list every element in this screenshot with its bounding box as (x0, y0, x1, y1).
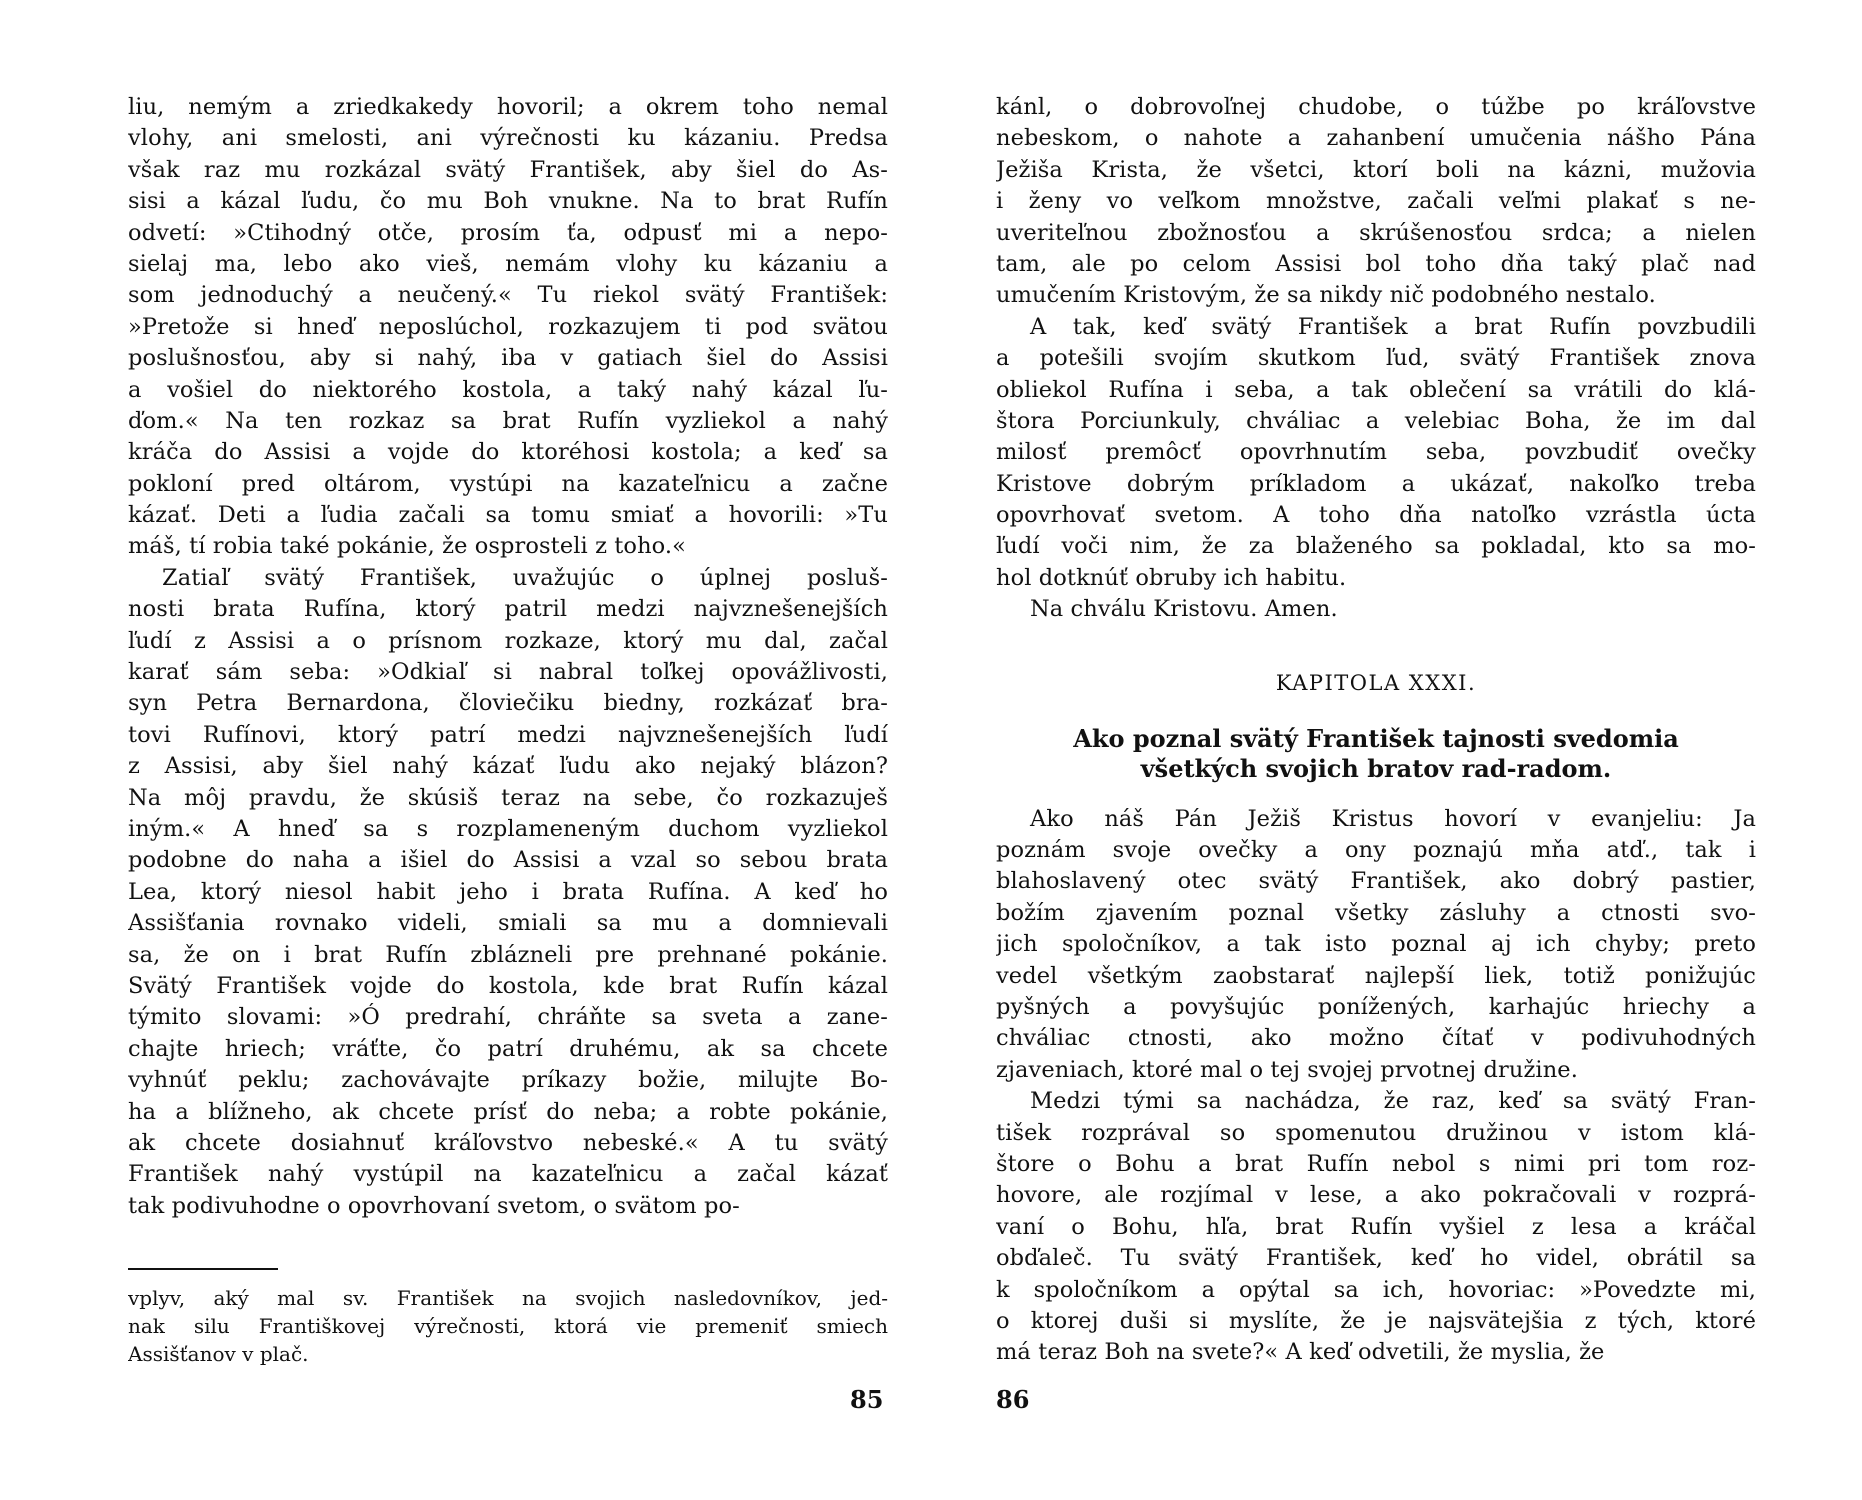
text-line: A tak, keď svätý František a brat Rufín povzbudili (1030, 313, 1756, 340)
text-line: vaní o Bohu, hľa, brat Rufín vyšiel z lesa a kráčal (996, 1213, 1756, 1240)
text-line: Ako náš Pán Ježiš Kristus hovorí v evanjeliu: Ja (1030, 805, 1756, 832)
text-line: máš, tí robia také pokánie, že osprosteli z toho.« (128, 533, 687, 560)
paragraph (996, 804, 1756, 1087)
paragraph (996, 1086, 1756, 1369)
text-line: som jednoduchý a neučený.« Tu riekol svätý František: (128, 282, 888, 309)
paragraph (996, 312, 1756, 595)
text-line: odvetí: »Ctihodný otče, prosím ťa, odpusť mi a nepo- (128, 219, 888, 246)
text-line: obliekol Rufína i seba, a tak oblečení sa vrátili do klá- (996, 376, 1756, 403)
text-line: k spoločníkom a opýtal sa ich, hovoriac: »Povedzte mi, (996, 1276, 1756, 1303)
text-line: tišek rozprával so spomenutou družinou v istom klá- (996, 1119, 1756, 1146)
text-line: hovore, ale rozjímal v lese, a ako pokračovali v rozprá- (996, 1182, 1756, 1209)
text-line: obďaleč. Tu svätý František, keď ho videl, obrátil sa (996, 1245, 1756, 1272)
text-line: chváliac ctnosti, ako možno čítať v podivuhodných (996, 1025, 1756, 1052)
text-line: ľudí voči nim, že za blaženého sa pokladal, kto sa mo- (996, 533, 1756, 560)
text-line: iným.« A hneď sa s rozplameneným duchom vyzliekol (128, 815, 888, 842)
paragraph (128, 563, 888, 1222)
text-line: nosti brata Rufína, ktorý patril medzi najvznešenejších (128, 596, 888, 623)
text-line: liu, nemým a zriedkakedy hovoril; a okrem toho nemal (128, 94, 888, 120)
text-line: poznám svoje ovečky a ony poznajú mňa atď., tak i (996, 837, 1756, 864)
text-line: umučením Kristovým, že sa nikdy nič podobného nestalo. (996, 282, 1656, 309)
text-line: sa, že on i brat Rufín zblázneli pre prehnané pokánie. (128, 941, 888, 968)
text-line: tak podivuhodne o opovrhovaní svetom, o svätom po- (128, 1192, 740, 1219)
right-page-text-top (996, 92, 1756, 626)
left-page (128, 92, 888, 1368)
left-page-text (128, 92, 888, 1222)
text-line: Zatiaľ svätý František, uvažujúc o úplnej posluš- (162, 564, 888, 591)
text-line: ľudí z Assisi a o prísnom rozkaze, ktorý mu dal, začal (128, 627, 888, 654)
text-line: ak chcete dosiahnuť kráľovstvo nebeské.« A tu svätý (128, 1129, 888, 1156)
text-line: sielaj ma, lebo ako vieš, nemám vlohy ku kázaniu a (128, 250, 888, 277)
text-line: vyhnúť peklu; zachovávajte príkazy božie, milujte Bo- (128, 1067, 888, 1094)
paragraph (996, 594, 1756, 625)
chapter-title-line: Ako poznal svätý František tajnosti svedomia (1073, 723, 1679, 753)
text-line: podobne do naha a išiel do Assisi a vzal so sebou brata (128, 847, 888, 874)
text-line: jich spoločníkov, a tak isto poznal aj ich chyby; preto (996, 931, 1756, 958)
text-line: nebeskom, o nahote a zahanbení umučenia nášho Pána (996, 125, 1756, 152)
chapter-title-line: všetkých svojich bratov rad-radom. (1140, 753, 1612, 783)
text-line: kráča do Assisi a vojde do ktoréhosi kostola; a keď sa (128, 439, 888, 466)
text-line: sisi a kázal ľudu, čo mu Boh vnukne. Na to brat Rufín (128, 188, 888, 215)
text-line: však raz mu rozkázal svätý František, aby šiel do As- (128, 156, 888, 183)
footnote (128, 1284, 888, 1368)
text-line: kánl, o dobrovoľnej chudobe, o túžbe po kráľovstve (996, 94, 1756, 120)
text-line: tam, ale po celom Assisi bol toho dňa taký plač nad (996, 250, 1756, 277)
text-line: syn Petra Bernardona, človiečiku biedny, rozkázať bra- (128, 690, 888, 717)
text-line: Kristove dobrým príkladom a ukázať, nakoľko treba (996, 470, 1756, 497)
text-line: Medzi tými sa nachádza, že raz, keď sa svätý Fran- (1030, 1088, 1756, 1115)
text-line: hol dotknúť obruby ich habitu. (996, 564, 1347, 591)
text-line: uveriteľnou zbožnosťou a skrúšenosťou srdca; a nielen (996, 219, 1756, 246)
text-line: božím zjavením poznal všetky zásluhy a ctnosti svo- (996, 899, 1756, 926)
right-page-text-bottom (996, 804, 1756, 1369)
text-line: týmito slovami: »Ó predrahí, chráňte sa sveta a zane- (128, 1004, 888, 1031)
text-line: a vošiel do niektorého kostola, a taký nahý kázal ľu- (128, 376, 888, 403)
text-line: karať sám seba: »Odkiaľ si nabral toľkej opovážlivosti, (128, 659, 888, 686)
text-line: ďom.« Na ten rozkaz sa brat Rufín vyzliekol a nahý (128, 407, 888, 434)
paragraph (128, 92, 888, 563)
chapter-title (996, 724, 1756, 784)
text-line: má teraz Boh na svete?« A keď odvetili, že myslia, že (996, 1339, 1605, 1366)
paragraph (996, 92, 1756, 312)
text-line: Svätý František vojde do kostola, kde brat Rufín kázal (128, 972, 888, 999)
text-line: tovi Rufínovi, ktorý patrí medzi najvznešenejších ľudí (128, 721, 888, 748)
text-line: vedel všetkým zaobstarať najlepší liek, totiž ponižujúc (996, 962, 1756, 989)
text-line: štora Porciunkuly, chváliac a velebiac Boha, že im dal (996, 407, 1756, 434)
text-line: z Assisi, aby šiel nahý kázať ľudu ako nejaký blázon? (128, 753, 888, 780)
footnote-rule (128, 1268, 278, 1270)
text-line: poslušnosťou, aby si nahý, iba v gatiach šiel do Assisi (128, 345, 888, 372)
text-line: chajte hriech; vráťte, čo patrí druhému, ak sa chcete (128, 1035, 888, 1062)
text-line: milosť premôcť opovrhnutím seba, povzbudiť ovečky (996, 439, 1756, 466)
text-line: opovrhovať svetom. A toho dňa natoľko vzrástla úcta (996, 502, 1756, 529)
footnote-line: vplyv, aký mal sv. František na svojich nasledovníkov, jed- (128, 1286, 888, 1311)
text-line: Na chválu Kristovu. Amen. (1030, 596, 1338, 623)
text-line: o ktorej duši si myslíte, že je najsvätejšia z tých, ktoré (996, 1307, 1756, 1334)
footnote-line: Assišťanov v plač. (128, 1342, 309, 1367)
text-line: »Pretože si hneď neposlúchol, rozkazujem ti pod svätou (128, 313, 888, 340)
text-line: kázať. Deti a ľudia začali sa tomu smiať a hovorili: »Tu (128, 502, 888, 529)
page-number-left: 85 (850, 1385, 884, 1414)
text-line: pyšných a povyšujúc ponížených, karhajúc hriechy a (996, 993, 1756, 1020)
chapter-heading: KAPITOLA XXXI. (1275, 670, 1477, 695)
text-line: štore o Bohu a brat Rufín nebol s nimi pri tom roz- (996, 1150, 1756, 1177)
text-line: pokloní pred oltárom, vystúpi na kazateľnicu a začne (128, 470, 888, 497)
text-line: vlohy, ani smelosti, ani výrečnosti ku kázaniu. Predsa (128, 125, 888, 152)
text-line: ha a blížneho, ak chcete prísť do neba; a robte pokánie, (128, 1098, 888, 1125)
text-line: Assišťania rovnako videli, smiali sa mu a domnievali (128, 910, 888, 937)
text-line: František nahý vystúpil na kazateľnicu a začal kázať (128, 1161, 888, 1188)
text-line: a potešili svojím skutkom ľud, svätý František znova (996, 345, 1756, 372)
text-line: i ženy vo veľkom množstve, začali veľmi plakať s ne- (996, 188, 1756, 215)
text-line: zjaveniach, ktoré mal o tej svojej prvotnej družine. (996, 1056, 1578, 1083)
text-line: Ježiša Krista, že všetci, ktorí boli na kázni, mužovia (996, 156, 1756, 183)
text-line: Lea, ktorý niesol habit jeho i brata Rufína. A keď ho (128, 878, 888, 905)
footnote-line: nak silu Františkovej výrečnosti, ktorá vie premeniť smiech (128, 1314, 888, 1339)
page-number-right: 86 (996, 1385, 1030, 1414)
text-line: blahoslavený otec svätý František, ako dobrý pastier, (996, 868, 1756, 895)
text-line: Na môj pravdu, že skúsiš teraz na sebe, čo rozkazuješ (128, 784, 888, 811)
right-page (996, 92, 1756, 1369)
